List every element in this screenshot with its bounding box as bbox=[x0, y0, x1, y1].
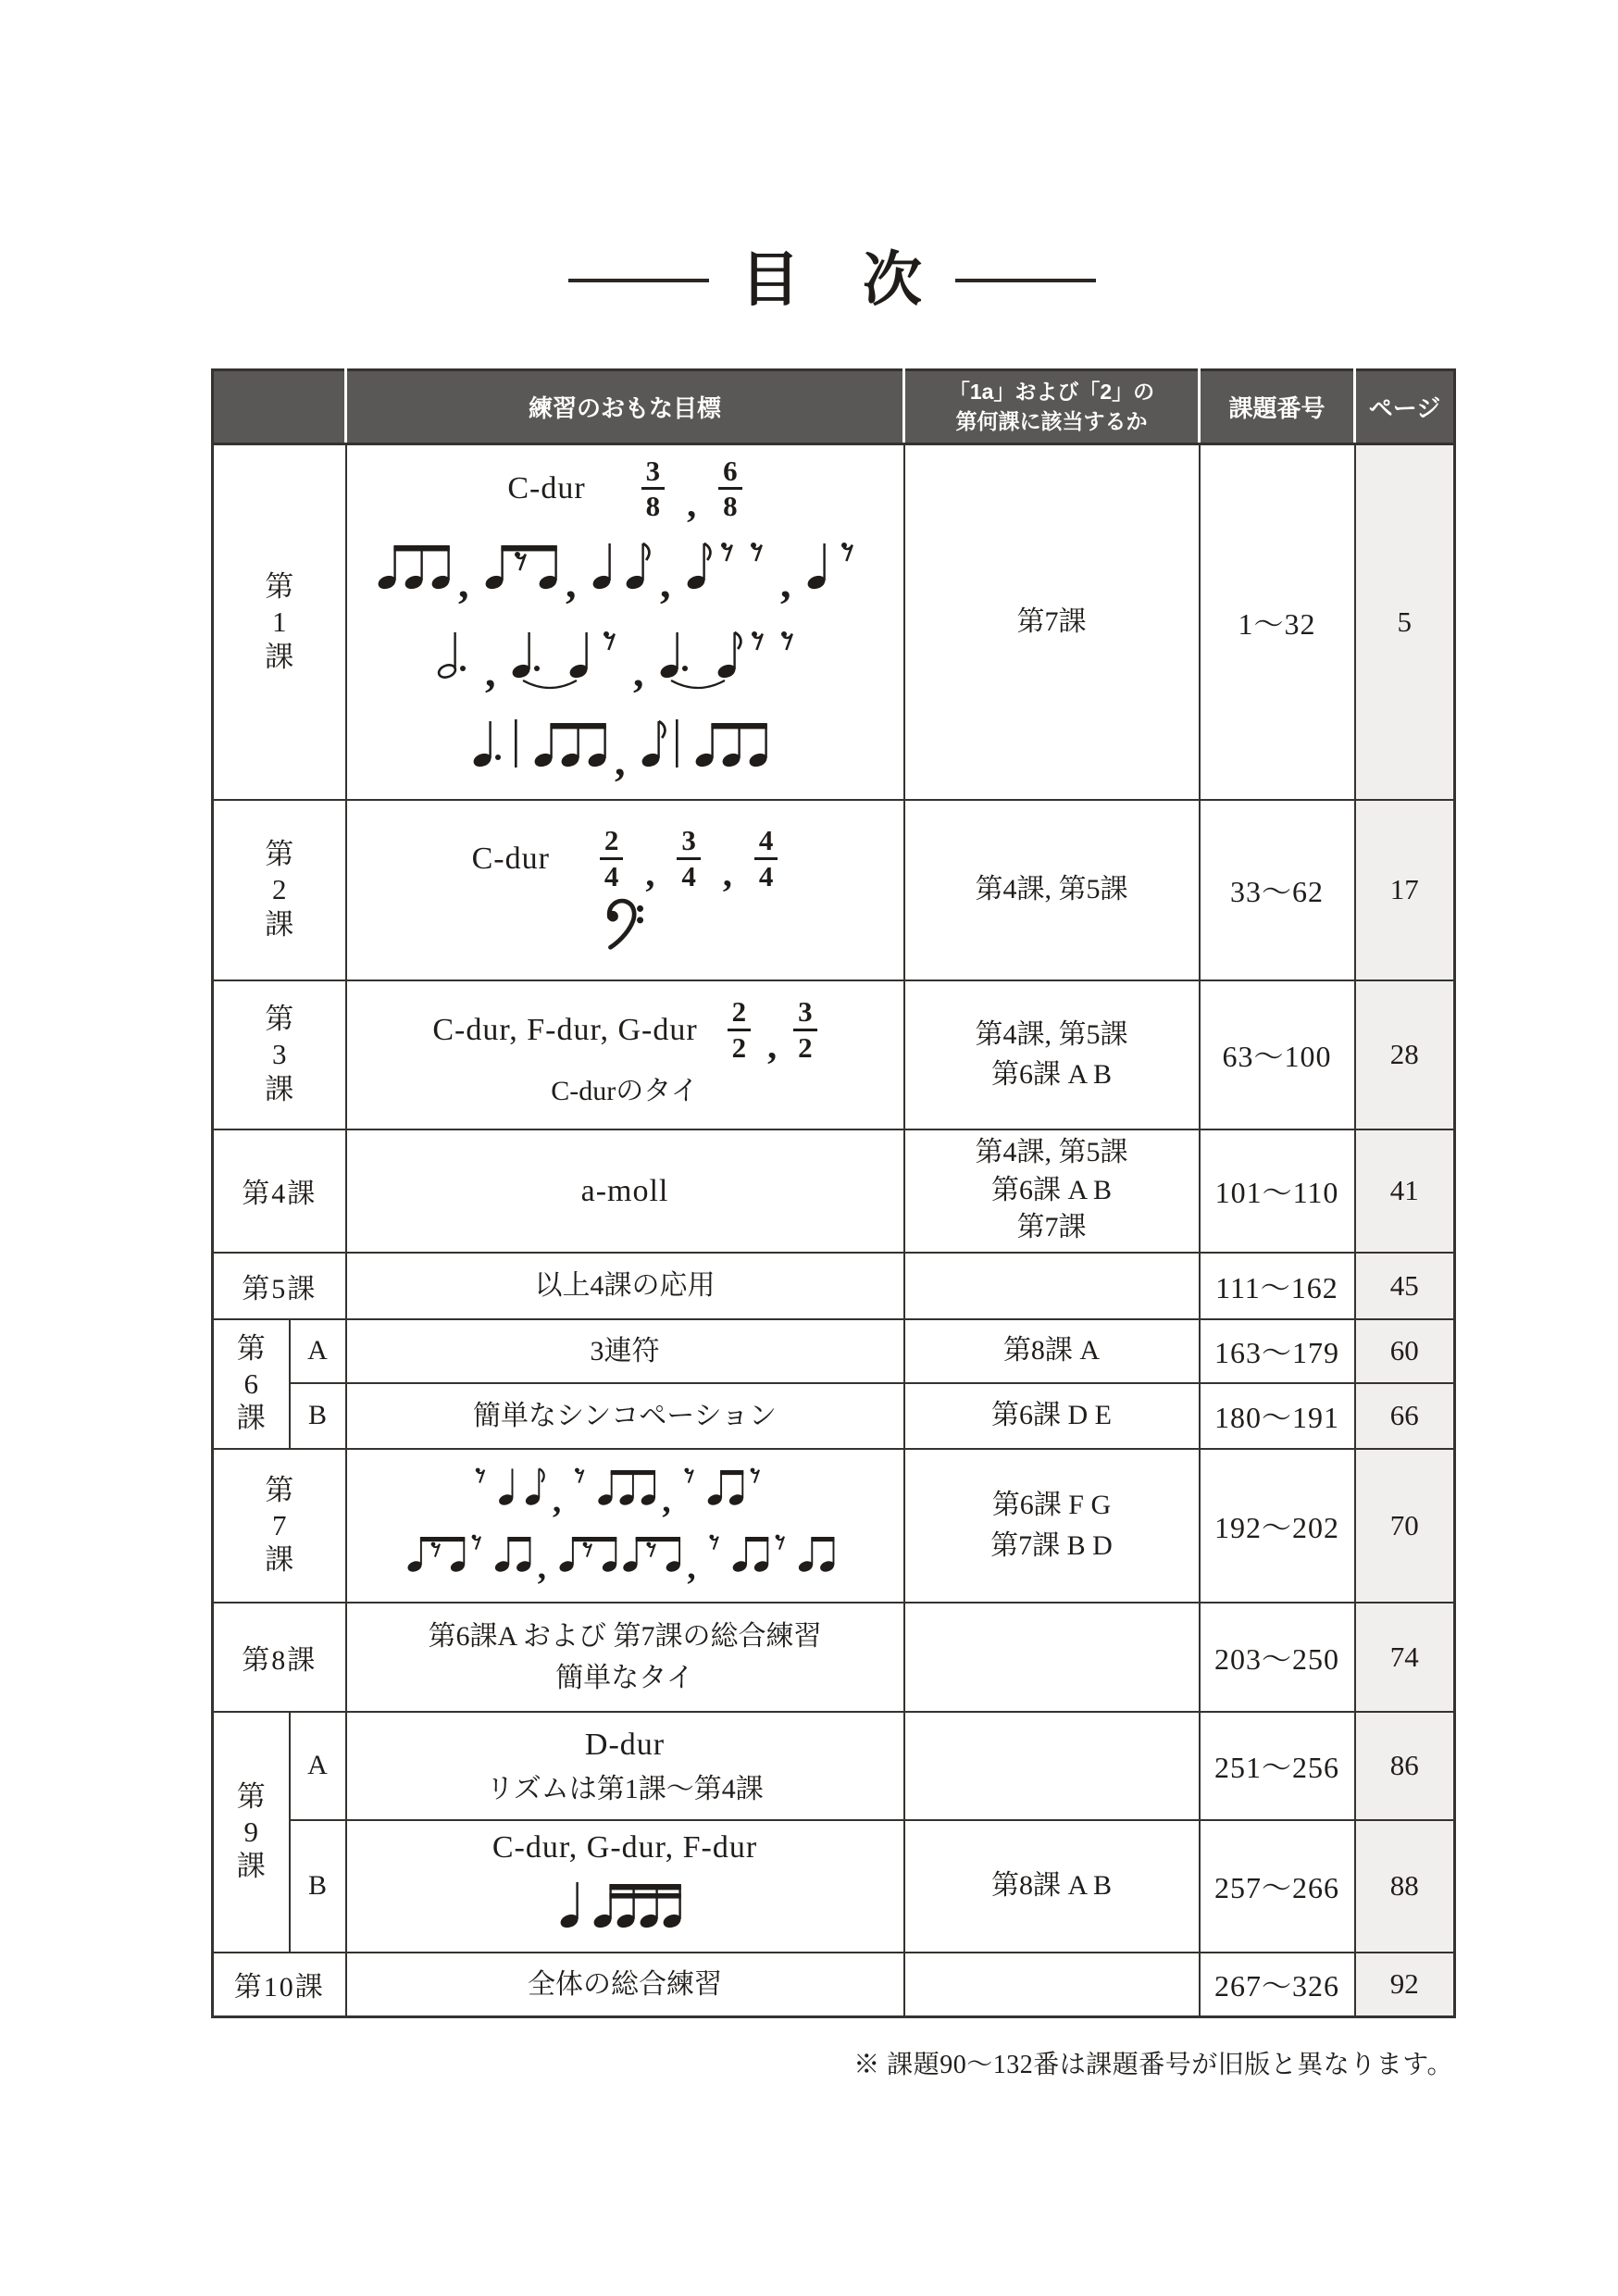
numbers-cell: 267〜326 bbox=[1200, 1953, 1355, 2017]
page-cell: 70 bbox=[1355, 1449, 1455, 1603]
key-label: C-dur bbox=[507, 471, 586, 506]
ref-cell: 第8課 A bbox=[904, 1319, 1200, 1383]
row-lesson10 bbox=[213, 1953, 1455, 2017]
page-cell: 86 bbox=[1355, 1712, 1455, 1820]
page-cell: 17 bbox=[1355, 800, 1455, 980]
goal-cell: 3連符 bbox=[346, 1319, 904, 1383]
numbers-cell: 203〜250 bbox=[1200, 1603, 1355, 1712]
lesson-label: 第 7 課 bbox=[213, 1449, 346, 1603]
goal-cell bbox=[346, 980, 904, 1129]
lesson-label: 第 1 課 bbox=[213, 444, 346, 800]
numbers-cell: 257〜266 bbox=[1200, 1820, 1355, 1953]
svg-text:,: , bbox=[633, 647, 644, 695]
svg-text:,: , bbox=[780, 558, 791, 606]
goal-cell bbox=[346, 800, 904, 980]
goal-cell: 第6課A および 第7課の総合練習 簡単なタイ bbox=[346, 1603, 904, 1712]
page-cell: 66 bbox=[1355, 1383, 1455, 1449]
numbers-cell: 163〜179 bbox=[1200, 1319, 1355, 1383]
key-label: C-dur, F-dur, G-dur bbox=[432, 1013, 698, 1047]
time-signature: $\frac{3}{2}$ bbox=[793, 997, 817, 1062]
goal-cell bbox=[346, 1449, 904, 1603]
page-cell: 88 bbox=[1355, 1820, 1455, 1953]
bass-clef-icon bbox=[603, 896, 647, 954]
sub-label: B bbox=[290, 1820, 346, 1953]
lesson-label: 第 6 課 bbox=[213, 1319, 290, 1449]
sub-label: B bbox=[290, 1383, 346, 1449]
numbers-cell: 1〜32 bbox=[1200, 444, 1355, 800]
header-row bbox=[213, 370, 1455, 444]
row-lesson4 bbox=[213, 1129, 1455, 1253]
rhythm-notation bbox=[404, 1529, 846, 1589]
row-lesson8 bbox=[213, 1603, 1455, 1712]
time-signature: $\frac{4}{4}$ bbox=[754, 826, 778, 891]
time-signature: $\frac{2}{2}$ bbox=[728, 997, 752, 1062]
svg-text:,: , bbox=[660, 558, 671, 606]
lesson-label: 第10課 bbox=[213, 1953, 346, 2017]
row-lesson2 bbox=[213, 800, 1455, 980]
comma: , bbox=[722, 853, 732, 895]
goal-cell: 以上4課の応用 bbox=[346, 1253, 904, 1319]
lesson-label: 第4課 bbox=[213, 1129, 346, 1253]
svg-text:,: , bbox=[687, 1547, 696, 1586]
page-cell: 28 bbox=[1355, 980, 1455, 1129]
row-lesson6b bbox=[213, 1383, 1455, 1449]
page-title-block bbox=[211, 230, 1453, 331]
rhythm-notation bbox=[373, 536, 877, 610]
rhythm-notation bbox=[471, 1463, 778, 1522]
lesson-label: 第 9 課 bbox=[213, 1712, 290, 1953]
rhythm-notation bbox=[468, 714, 781, 788]
goal-subline: C-durのタイ bbox=[551, 1075, 699, 1106]
row-lesson5 bbox=[213, 1253, 1455, 1319]
ref-cell bbox=[904, 1712, 1200, 1820]
footnote: ※ 課題90〜132番は課題番号が旧版と異なります。 bbox=[853, 2051, 1453, 2079]
header-lesson bbox=[213, 370, 346, 444]
goal-cell: C-dur, G-dur, F-dur bbox=[346, 1820, 904, 1953]
sub-label: A bbox=[290, 1712, 346, 1820]
ref-cell: 第4課, 第5課 bbox=[904, 800, 1200, 980]
ref-cell: 第7課 bbox=[904, 444, 1200, 800]
ref-cell: 第6課 D E bbox=[904, 1383, 1200, 1449]
page-cell: 41 bbox=[1355, 1129, 1455, 1253]
time-signature: $\frac{3}{8}$ bbox=[641, 456, 666, 521]
ref-cell: 第4課, 第5課 第6課 A B bbox=[904, 980, 1200, 1129]
svg-text:,: , bbox=[662, 1480, 671, 1519]
header-ref-line2: 第何課に該当するか bbox=[955, 408, 1148, 433]
goal-cell bbox=[346, 444, 904, 800]
ref-cell bbox=[904, 1253, 1200, 1319]
sub-label: A bbox=[290, 1319, 346, 1383]
svg-text:,: , bbox=[553, 1480, 562, 1519]
row-lesson7 bbox=[213, 1449, 1455, 1603]
row-lesson9a bbox=[213, 1712, 1455, 1820]
row-lesson1 bbox=[213, 444, 1455, 800]
page-cell: 60 bbox=[1355, 1319, 1455, 1383]
time-signature: $\frac{6}{8}$ bbox=[718, 456, 742, 521]
comma: , bbox=[645, 853, 655, 895]
lesson-label: 第8課 bbox=[213, 1603, 346, 1712]
row-lesson3 bbox=[213, 980, 1455, 1129]
title-rule-left bbox=[568, 279, 709, 282]
ref-cell bbox=[904, 1603, 1200, 1712]
numbers-cell: 111〜162 bbox=[1200, 1253, 1355, 1319]
ref-cell: 第8課 A B bbox=[904, 1820, 1200, 1953]
title-rule-right bbox=[955, 279, 1096, 282]
numbers-cell: 63〜100 bbox=[1200, 980, 1355, 1129]
goal-cell: D-dur リズムは第1課〜第4課 bbox=[346, 1712, 904, 1820]
header-number: 課題番号 bbox=[1200, 370, 1355, 444]
numbers-cell: 251〜256 bbox=[1200, 1712, 1355, 1820]
svg-text:,: , bbox=[566, 558, 577, 606]
comma: , bbox=[687, 482, 697, 525]
svg-text:,: , bbox=[537, 1547, 547, 1586]
ref-cell: 第4課, 第5課 第6課 A B 第7課 bbox=[904, 1129, 1200, 1253]
toc-table bbox=[211, 368, 1456, 2018]
page-cell: 5 bbox=[1355, 444, 1455, 800]
numbers-cell: 192〜202 bbox=[1200, 1449, 1355, 1603]
page-cell: 45 bbox=[1355, 1253, 1455, 1319]
page-cell: 74 bbox=[1355, 1603, 1455, 1712]
numbers-cell: 180〜191 bbox=[1200, 1383, 1355, 1449]
header-page: ページ bbox=[1355, 370, 1455, 444]
goal-cell: a-moll bbox=[346, 1129, 904, 1253]
header-ref bbox=[904, 370, 1200, 444]
time-signature: $\frac{2}{4}$ bbox=[600, 826, 624, 891]
numbers-cell: 101〜110 bbox=[1200, 1129, 1355, 1253]
header-ref-line1: 「1a」および「2」の bbox=[948, 380, 1155, 405]
comma: , bbox=[767, 1024, 778, 1067]
rhythm-notation bbox=[555, 1875, 695, 1949]
goal-cell: 全体の総合練習 bbox=[346, 1953, 904, 2017]
ref-cell bbox=[904, 1953, 1200, 2017]
page-cell: 92 bbox=[1355, 1953, 1455, 2017]
time-signature: $\frac{3}{4}$ bbox=[677, 826, 701, 891]
row-lesson9b bbox=[213, 1820, 1455, 1953]
lesson-label: 第 2 課 bbox=[213, 800, 346, 980]
key-label: C-dur bbox=[471, 841, 550, 876]
lesson-label: 第5課 bbox=[213, 1253, 346, 1319]
ref-cell: 第6課 F G 第7課 B D bbox=[904, 1449, 1200, 1603]
lesson-label: 第 3 課 bbox=[213, 980, 346, 1129]
svg-text:,: , bbox=[485, 647, 496, 695]
numbers-cell: 33〜62 bbox=[1200, 800, 1355, 980]
svg-text:,: , bbox=[615, 736, 626, 784]
page-title: 目 次 bbox=[741, 247, 924, 313]
rhythm-notation bbox=[433, 625, 816, 699]
row-lesson6a bbox=[213, 1319, 1455, 1383]
header-goal: 練習のおもな目標 bbox=[346, 370, 904, 444]
goal-cell: 簡単なシンコペーション bbox=[346, 1383, 904, 1449]
svg-text:,: , bbox=[458, 558, 469, 606]
